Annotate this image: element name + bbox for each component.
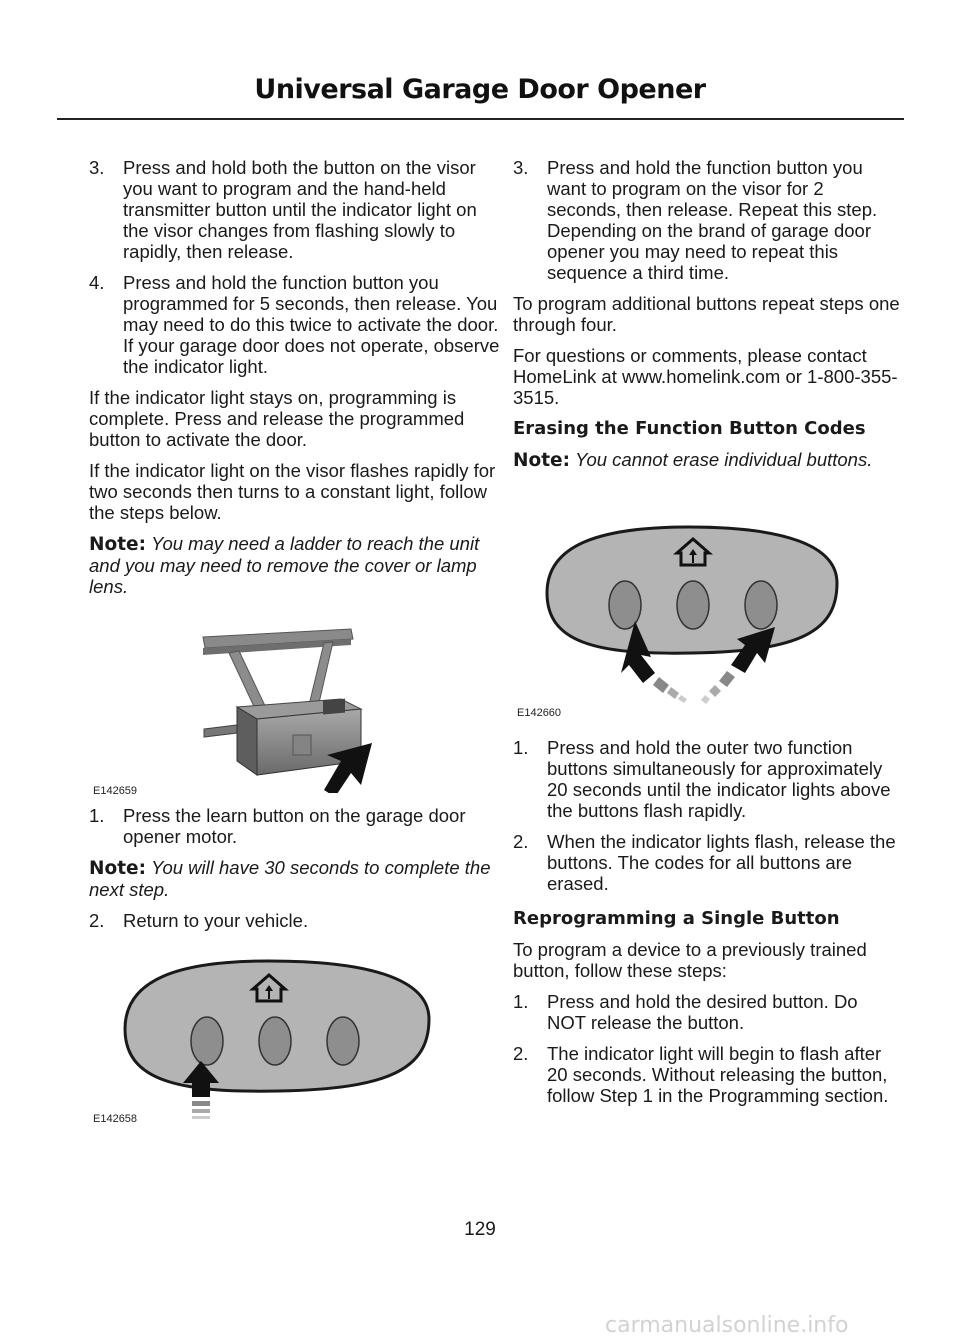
title-divider	[57, 118, 904, 120]
figure-code: E142658	[93, 1113, 138, 1125]
note-label: Note:	[513, 450, 570, 471]
paragraph-reprogram-intro: To program a device to a previously trained button, follow these steps:	[513, 939, 867, 981]
step-1-left	[89, 805, 501, 847]
page-number: 129	[464, 1219, 496, 1240]
note-text: You may need a ladder to reach the unit and you may need to remove the cover or lamp lens.	[89, 533, 480, 597]
garage-opener-motor-illustration	[89, 615, 389, 793]
paragraph-flashing-light: If the indicator light on the visor flashes rapidly for two seconds then turns to a constant light, follow the steps below.	[89, 460, 496, 523]
paragraph-programming-complete: If the indicator light stays on, programming is complete. Press and release the programmed button to activate the door.	[89, 387, 465, 450]
step-text: When the indicator lights flash, release the buttons. The codes for all buttons are erased.	[547, 831, 896, 894]
step-4-left	[89, 272, 501, 377]
erase-step-2	[513, 831, 901, 894]
step-text: Press and hold the outer two function buttons simultaneously for approximately 20 seconds until the indicator lights above the buttons flash rapidly.	[547, 737, 891, 821]
reprogram-step-2	[513, 1043, 901, 1106]
figure-visor-two-buttons	[513, 515, 901, 725]
step-text: Press the learn button on the garage door opener motor.	[123, 805, 466, 847]
note-ladder	[89, 533, 501, 597]
step-number: 1.	[89, 805, 105, 826]
paragraph-homelink-contact: For questions or comments, please contact HomeLink at www.homelink.com or 1-800-355-3515.	[513, 345, 898, 408]
step-text: Return to your vehicle.	[123, 910, 309, 931]
step-text: Press and hold the function button you programmed for 5 seconds, then release. You may need to do this twice to activate the door. If your garage door does not operate, observe the indicator light.	[123, 272, 500, 377]
note-label: Note:	[89, 534, 146, 555]
step-number: 1.	[513, 737, 529, 758]
reprogram-step-1	[513, 991, 901, 1033]
visor-two-buttons-illustration	[513, 515, 843, 715]
step-number: 4.	[89, 272, 105, 293]
step-text: Press and hold the function button you want to program on the visor for 2 seconds, then release. Repeat this step. Depending on the brand of garage door opener you may need to repeat this sequence a third time.	[547, 157, 878, 283]
step-number: 3.	[89, 157, 105, 178]
erase-step-1	[513, 737, 901, 821]
figure-code: E142659	[93, 785, 138, 797]
step-2-left	[89, 910, 501, 931]
right-column	[513, 157, 901, 1116]
figure-visor-single-button	[89, 949, 501, 1129]
left-column	[89, 157, 501, 1141]
note-individual-buttons	[513, 449, 901, 471]
step-text: Press and hold the desired button. Do NOT release the button.	[547, 991, 858, 1033]
step-number: 3.	[513, 157, 529, 178]
note-label: Note:	[89, 858, 146, 879]
step-number: 1.	[513, 991, 529, 1012]
heading-erasing-codes: Erasing the Function Button Codes	[513, 418, 866, 439]
note-text: You will have 30 seconds to complete the next step.	[89, 857, 491, 900]
visor-single-button-illustration	[89, 949, 434, 1127]
step-number: 2.	[89, 910, 105, 931]
paragraph-additional-buttons: To program additional buttons repeat steps one through four.	[513, 293, 900, 335]
step-text: Press and hold both the button on the visor you want to program and the hand-held transmitter button until the indicator light on the visor changes from flashing slowly to rapidly, then release.	[123, 157, 477, 262]
page-title: Universal Garage Door Opener	[254, 74, 706, 105]
step-3-left	[89, 157, 501, 262]
figure-opener-motor	[89, 615, 501, 797]
heading-reprogramming: Reprogramming a Single Button	[513, 908, 840, 929]
step-3-right	[513, 157, 901, 283]
figure-code: E142660	[517, 707, 562, 719]
watermark: carmanualsonline.info	[605, 1313, 849, 1338]
note-30-seconds	[89, 857, 501, 900]
step-number: 2.	[513, 1043, 529, 1064]
note-text: You cannot erase individual buttons.	[575, 449, 873, 470]
step-text: The indicator light will begin to flash after 20 seconds. Without releasing the button, follow Step 1 in the Programming section.	[547, 1043, 889, 1106]
step-number: 2.	[513, 831, 529, 852]
